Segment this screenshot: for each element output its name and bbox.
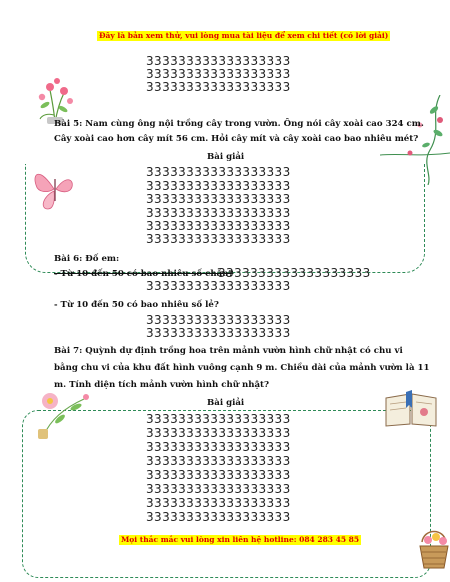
bai7-solution-label: Bài giải xyxy=(207,398,245,408)
open-book-icon xyxy=(382,388,440,428)
placeholder-line: 333333333333333333 xyxy=(146,412,291,426)
placeholder-line: 333333333333333333 xyxy=(146,54,291,68)
placeholder-line: 333333333333333333 xyxy=(146,454,291,468)
placeholder-line: 333333333333333333 xyxy=(146,279,291,293)
placeholder-line: 333333333333333333 xyxy=(146,219,291,233)
flower-branch-icon xyxy=(34,385,96,440)
bai6-title: Bài 6: Đố em: xyxy=(54,254,120,264)
placeholder-line: 333333333333333333 xyxy=(146,232,291,246)
bai7-line2: bằng chu vi của khu đất hình vuông cạnh 9 m. Chiều dài của mảnh vườn là 11 xyxy=(54,363,430,373)
hotline-banner: Mọi thắc mắc vui lòng xin liên hệ hotline: 084 283 45 85 xyxy=(121,535,360,544)
placeholder-line: 333333333333333333 xyxy=(146,496,291,510)
placeholder-line: 333333333333333333 xyxy=(146,80,291,94)
placeholder-line: 333333333333333333 xyxy=(146,67,291,81)
placeholder-line-inline: 3333333333333333333 xyxy=(218,266,371,280)
placeholder-line: 333333333333333333 xyxy=(146,206,291,220)
bai6-question-2: - Từ 10 đến 50 có bao nhiêu số lẻ? xyxy=(54,300,219,310)
bai7-line3: m. Tính diện tích mảnh vườn hình chữ nhật? xyxy=(54,380,270,390)
placeholder-line: 333333333333333333 xyxy=(146,510,291,524)
placeholder-line: 333333333333333333 xyxy=(146,165,291,179)
placeholder-line: 333333333333333333 xyxy=(146,426,291,440)
placeholder-line: 333333333333333333 xyxy=(146,468,291,482)
preview-banner: Đây là bản xem thử, vui lòng mua tài liệu để xem chi tiết (có lời giải) xyxy=(99,31,389,40)
bai5-solution-label: Bài giải xyxy=(207,152,245,162)
bai6-question-1: - Từ 10 đến 50 có bao nhiêu số chẵn? xyxy=(54,269,234,279)
butterfly-icon xyxy=(30,165,80,213)
placeholder-line: 333333333333333333 xyxy=(146,440,291,454)
placeholder-line: 333333333333333333 xyxy=(146,326,291,340)
placeholder-line: 333333333333333333 xyxy=(146,482,291,496)
placeholder-line: 333333333333333333 xyxy=(146,179,291,193)
flower-basket-icon xyxy=(418,520,450,570)
placeholder-line: 333333333333333333 xyxy=(146,313,291,327)
bai5-line1: Bài 5: Nam cùng ông nội trồng cây trong vườn. Ông nói cây xoài cao 324 cm. xyxy=(54,119,424,129)
bai7-line1: Bài 7: Quỳnh dự định trồng hoa trên mảnh vườn hình chữ nhật có chu vi xyxy=(54,346,403,356)
bai5-line2: Cây xoài cao hơn cây mít 56 cm. Hỏi cây mít và cây xoài cao bao nhiêu mét? xyxy=(54,134,419,144)
placeholder-line: 333333333333333333 xyxy=(146,192,291,206)
